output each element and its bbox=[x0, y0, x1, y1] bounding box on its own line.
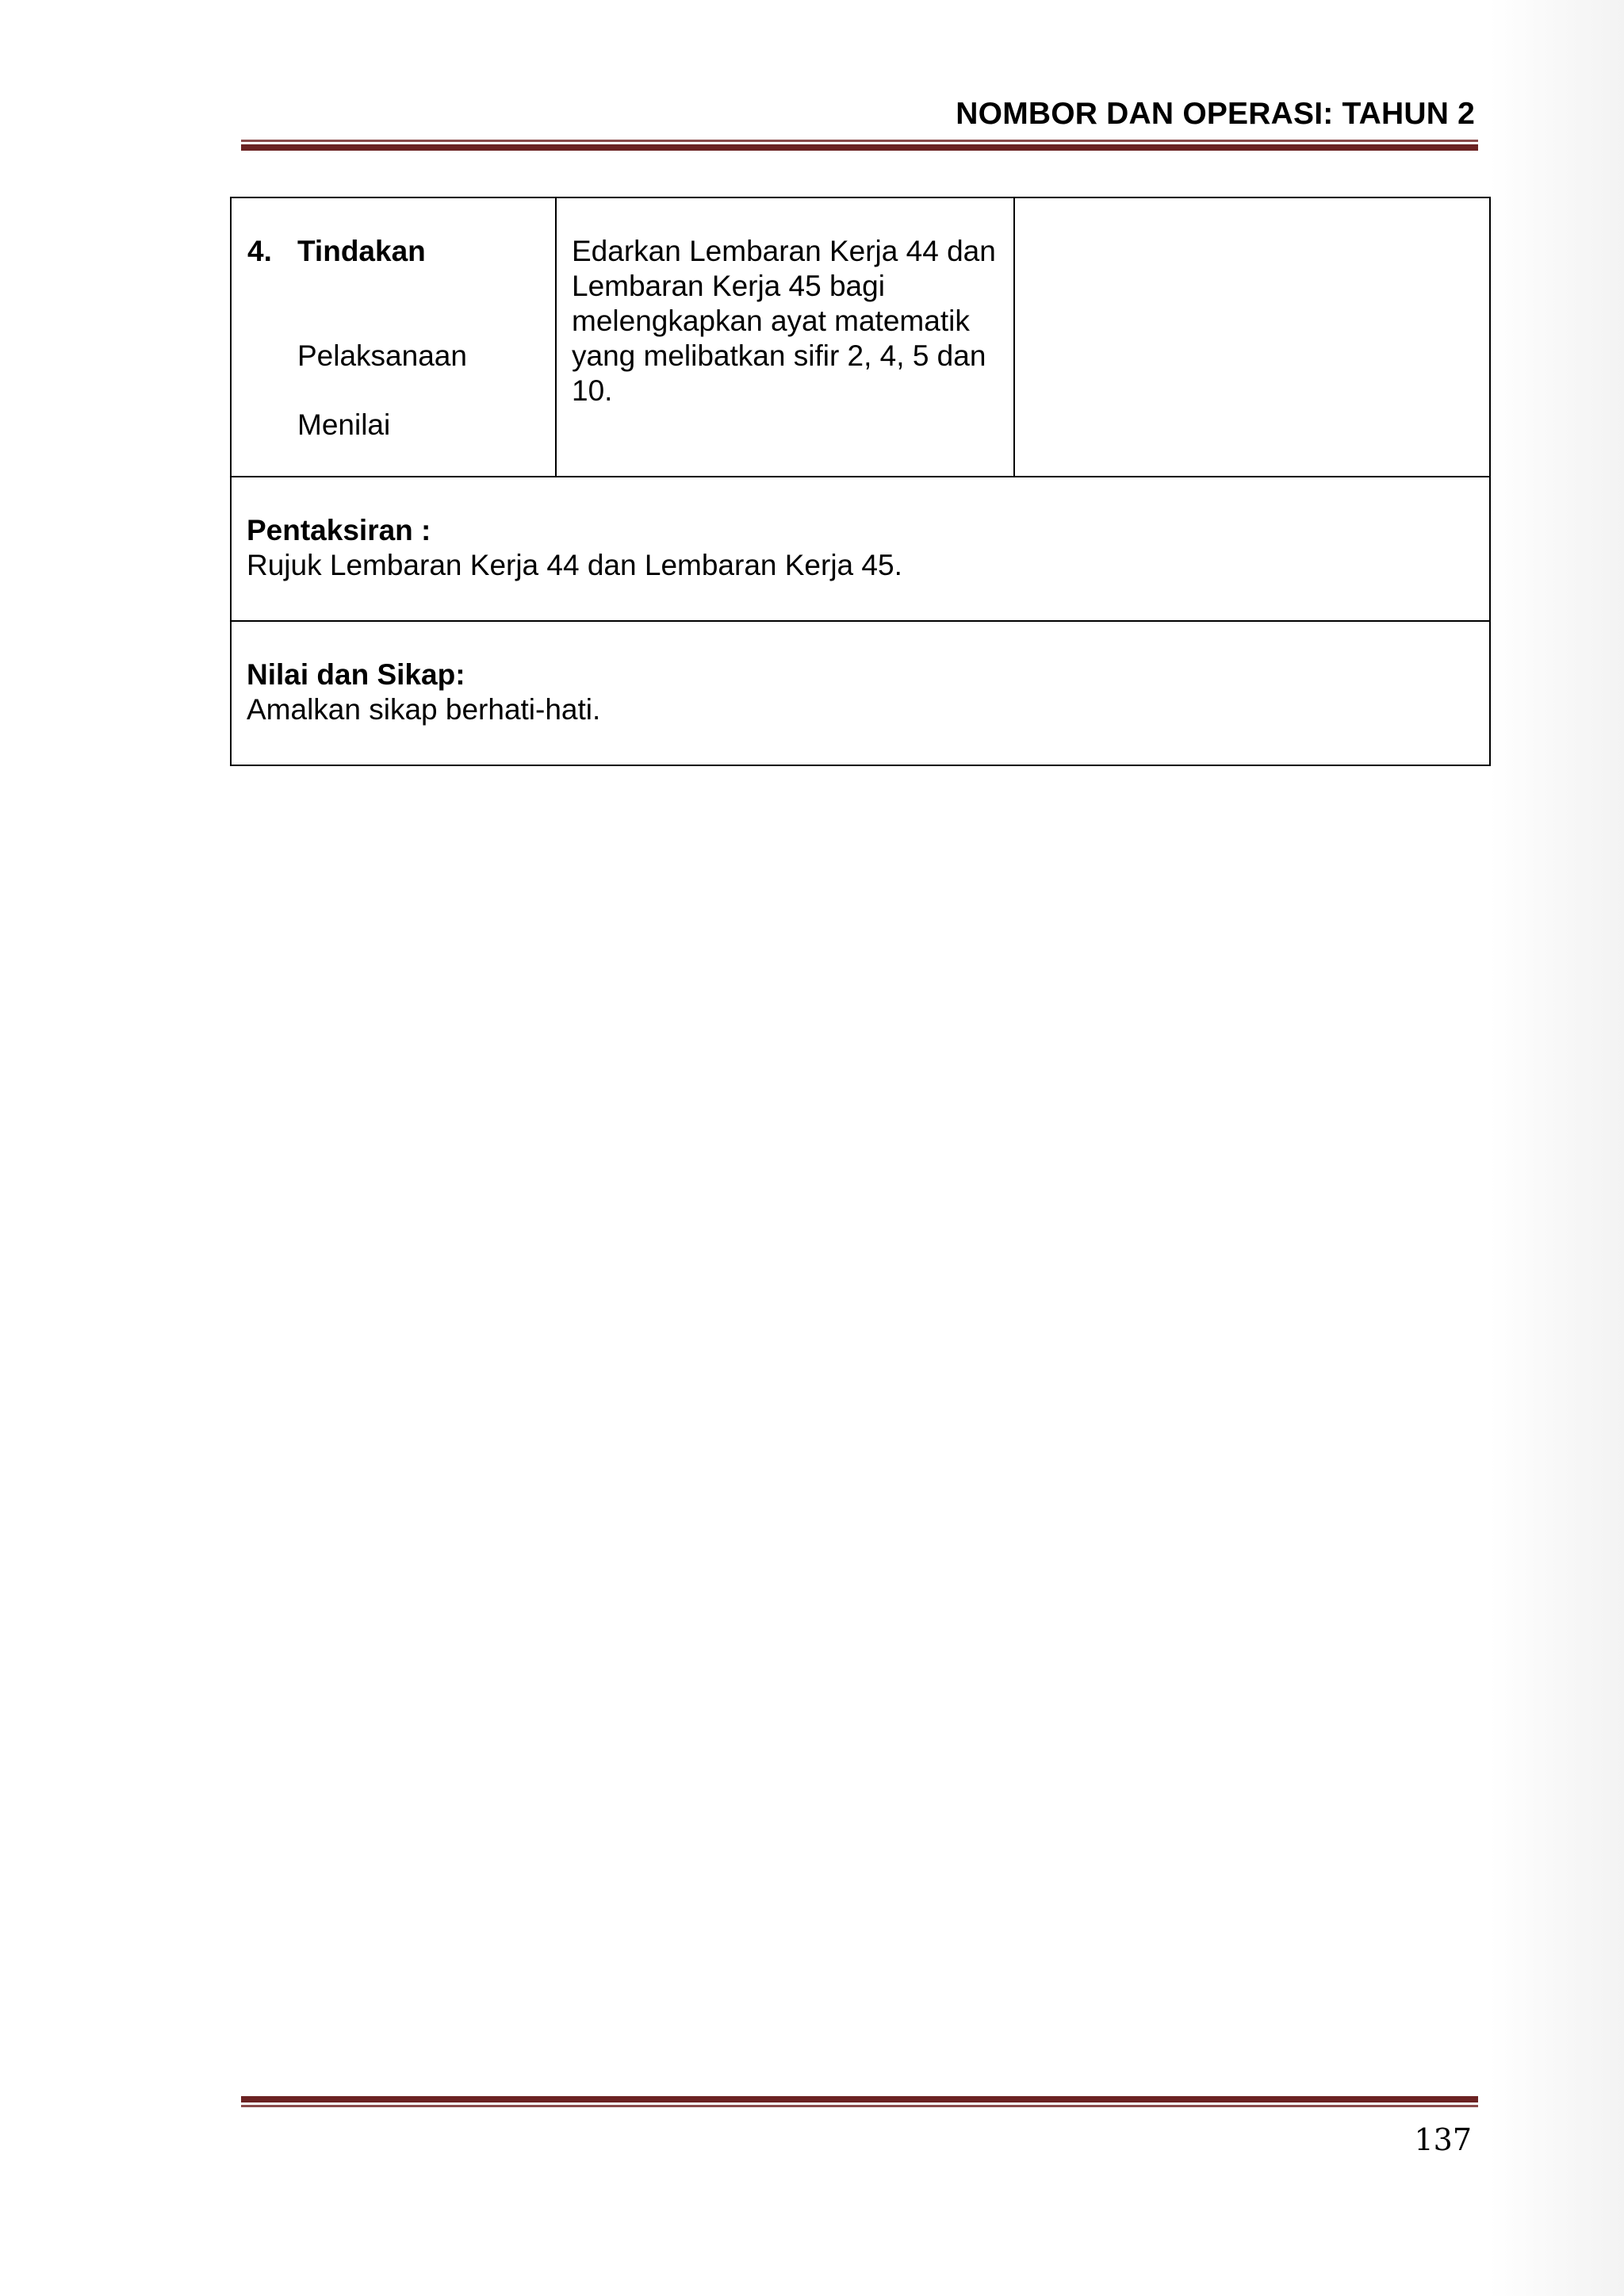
header-rule bbox=[241, 140, 1478, 151]
footer-rule bbox=[241, 2096, 1478, 2107]
assessment-cell bbox=[231, 477, 1490, 621]
table-row-values bbox=[231, 621, 1490, 765]
step-sub-item: Menilai bbox=[297, 408, 391, 441]
values-text: Amalkan sikap berhati-hati. bbox=[247, 693, 601, 726]
activity-cell bbox=[556, 197, 1014, 477]
lesson-plan-table bbox=[230, 197, 1491, 766]
notes-text bbox=[1016, 199, 1488, 234]
step-sub-item: Pelaksanaan bbox=[297, 339, 467, 372]
table-row-step bbox=[231, 197, 1490, 477]
assessment-text: Rujuk Lembaran Kerja 44 dan Lembaran Kerja 45. bbox=[247, 549, 902, 581]
step-title: Tindakan bbox=[297, 235, 426, 267]
values-cell bbox=[231, 621, 1490, 765]
values-label: Nilai dan Sikap: bbox=[247, 658, 465, 691]
activity-description: Edarkan Lembaran Kerja 44 dan Lembaran Kerja 45 bagi melengkapkan ayat matematik yang melibatkan sifir 2, 4, 5 dan 10. bbox=[572, 235, 996, 407]
page-edge-shadow bbox=[1489, 0, 1624, 2296]
step-cell bbox=[231, 197, 556, 477]
assessment-label: Pentaksiran : bbox=[247, 514, 431, 546]
page-number: 137 bbox=[1414, 2122, 1472, 2157]
table-row-assessment bbox=[231, 477, 1490, 621]
page-header-title: NOMBOR DAN OPERASI: TAHUN 2 bbox=[956, 97, 1475, 131]
notes-cell bbox=[1014, 197, 1490, 477]
step-number: 4. bbox=[247, 235, 272, 267]
